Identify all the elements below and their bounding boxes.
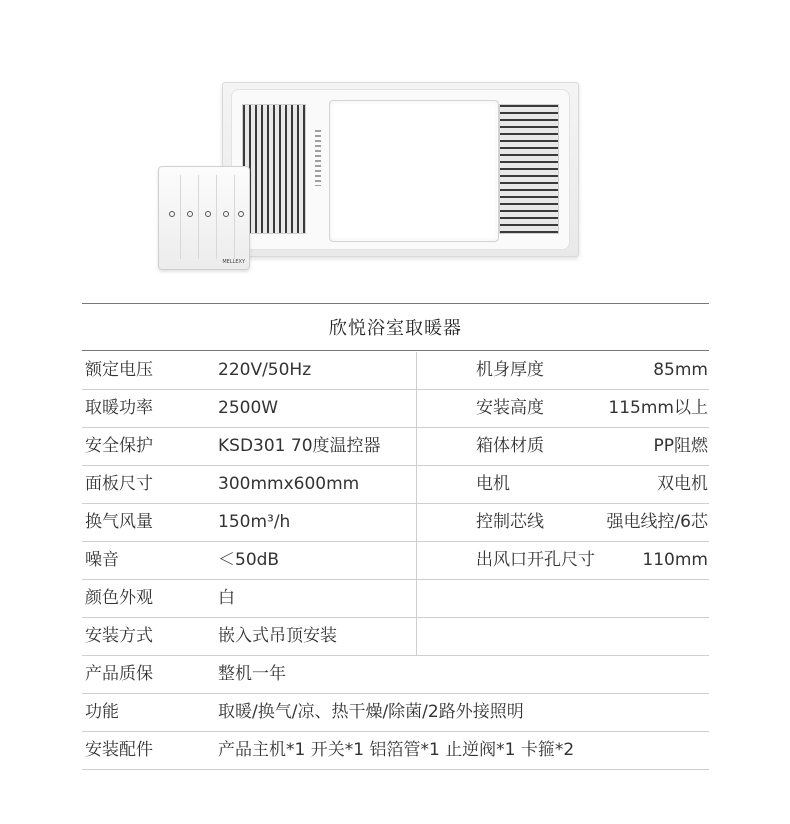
spec-value: 150m³/h (218, 512, 291, 532)
spec-value-secondary: 115mm以上 (608, 398, 708, 418)
spec-value: 取暖/换气/凉、热干燥/除菌/2路外接照明 (218, 702, 524, 722)
spec-table-header (82, 303, 709, 351)
bath-heater-panel (222, 82, 579, 257)
spec-label-secondary: 箱体材质 (476, 436, 544, 456)
spec-label-secondary: 电机 (476, 474, 510, 494)
spec-row (82, 694, 709, 732)
heater-right-grille (499, 104, 559, 234)
column-divider (416, 466, 417, 503)
spec-label: 安装方式 (85, 626, 153, 646)
spec-label-secondary: 控制芯线 (476, 512, 544, 532)
spec-value-secondary: 85mm (653, 360, 708, 380)
spec-value: KSD301 70度温控器 (218, 436, 381, 456)
product-image (0, 0, 790, 290)
spec-label: 额定电压 (85, 360, 153, 380)
spec-label: 噪音 (85, 550, 119, 570)
heater-frame (231, 89, 570, 250)
spec-label: 颜色外观 (85, 588, 153, 608)
column-divider (416, 428, 417, 465)
spec-value: 300mmx600mm (218, 474, 360, 494)
spec-row (82, 428, 709, 466)
switch-key-1 (163, 175, 181, 259)
heater-brand-mark (315, 130, 321, 186)
spec-value-secondary: 强电线控/6芯 (606, 512, 708, 532)
spec-row (82, 352, 709, 390)
spec-label: 取暖功率 (85, 398, 153, 418)
spec-row (82, 542, 709, 580)
spec-label-secondary: 出风口开孔尺寸 (476, 550, 595, 570)
spec-label: 安全保护 (85, 436, 153, 456)
spec-row (82, 732, 709, 770)
switch-key-4 (217, 175, 235, 259)
column-divider (416, 504, 417, 541)
column-divider (416, 390, 417, 427)
heater-left-grille (242, 104, 306, 234)
spec-value-secondary: 110mm (642, 550, 708, 570)
switch-key-icon (238, 211, 244, 217)
spec-row (82, 656, 709, 694)
spec-row (82, 580, 709, 618)
wall-switch-panel (158, 166, 250, 270)
column-divider (416, 542, 417, 579)
spec-label: 产品质保 (85, 664, 153, 684)
spec-row (82, 466, 709, 504)
spec-value-secondary: 双电机 (657, 474, 708, 494)
spec-row (82, 504, 709, 542)
spec-value: 2500W (218, 398, 279, 418)
column-divider (416, 618, 417, 655)
column-divider (416, 352, 417, 389)
spec-label: 功能 (85, 702, 119, 722)
switch-key-icon (205, 211, 211, 217)
spec-label: 面板尺寸 (85, 474, 153, 494)
switch-key-5 (235, 175, 247, 259)
switch-key-icon (223, 211, 229, 217)
spec-value: 嵌入式吊顶安装 (218, 626, 337, 646)
spec-label-secondary: 安装高度 (476, 398, 544, 418)
spec-label: 安装配件 (85, 740, 153, 760)
spec-row (82, 390, 709, 428)
spec-value: 整机一年 (218, 664, 286, 684)
spec-label-secondary: 机身厚度 (476, 360, 544, 380)
heater-light-panel (329, 100, 499, 242)
switch-key-icon (169, 211, 175, 217)
spec-value-secondary: PP阻燃 (653, 436, 708, 456)
spec-label: 换气风量 (85, 512, 153, 532)
spec-row (82, 618, 709, 656)
spec-value: ＜50dB (218, 550, 280, 570)
spec-table-title: 欣悦浴室取暖器 (329, 318, 462, 339)
spec-value: 产品主机*1 开关*1 铝箔管*1 止逆阀*1 卡箍*2 (218, 740, 575, 760)
switch-brand-logo: MELLEXY (222, 259, 245, 265)
spec-value: 220V/50Hz (218, 360, 312, 380)
switch-key-3 (199, 175, 217, 259)
switch-key-2 (181, 175, 199, 259)
column-divider (416, 580, 417, 617)
switch-key-icon (187, 211, 193, 217)
spec-value: 白 (218, 588, 235, 608)
